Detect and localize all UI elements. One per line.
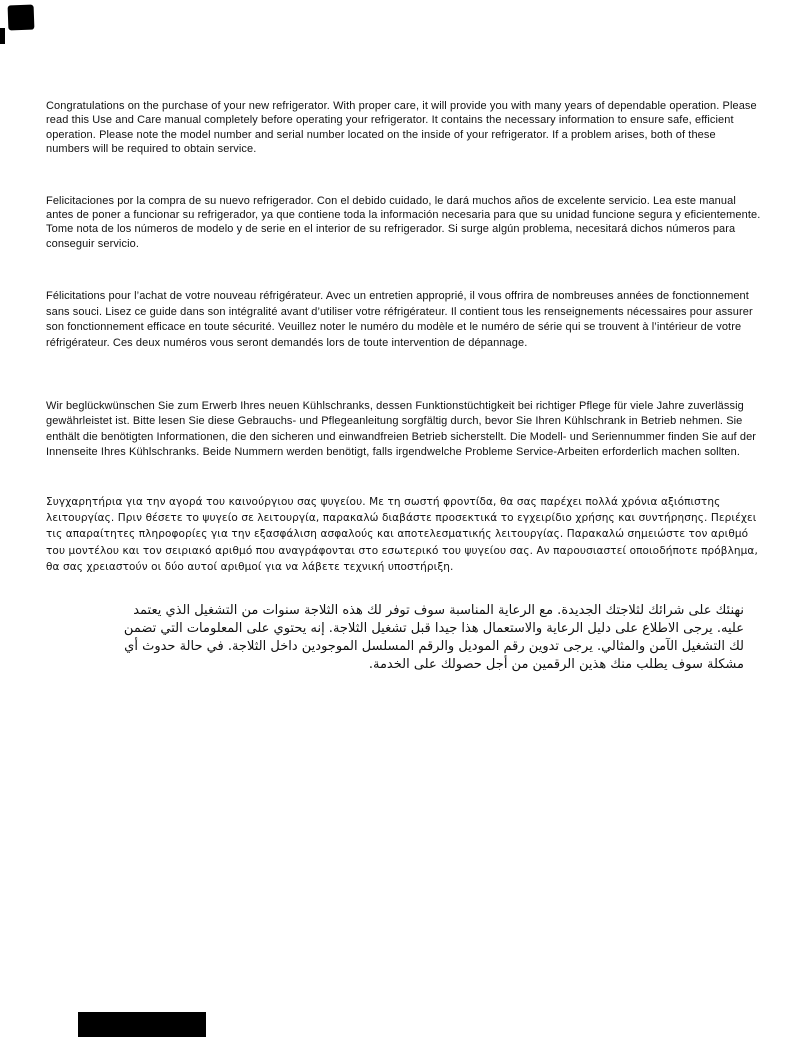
scan-artifact-bottom-bar — [78, 1012, 206, 1037]
intro-paragraph-german: Wir beglückwünschen Sie zum Erwerb Ihres neuen Kühlschranks, dessen Funktionstüchtigkeit bei richtiger Pflege für viele Jahre zuverlässig gewährleistet ist. Bitte lesen Sie diese Gebrauchs- und Pflegeanleitung sorgfältig durch, bevor Sie Ihren Kühlschrank in Betrieb nehmen. Sie enthält die benötigten Informationen, die den sicheren und einwandfreien Betrieb sicherstellt. Die Modell- und Seriennummer finden Sie auf der Innenseite Ihres Kühlschranks. Beide Nummern werden benötigt, falls irgendwelche Probleme Service-Arbeiten erforderlich machen sollten. — [46, 400, 757, 458]
intro-paragraph-french: Félicitations pour l’achat de votre nouveau réfrigérateur. Avec un entretien approprié, il vous offrira de nombreuses années de fonctionnement sans souci. Lisez ce guide dans son intégralité avant d’utiliser votre réfrigérateur. Il contient tous les renseignements nécessaires pour assurer son fonctionnement efficace en toute sécurité. Veuillez noter le numéro du modèle et le numéro de série qui se trouvent à l’intérieur de votre réfrigérateur. Ces deux numéros vous seront demandés lors de toute intervention de dépannage. — [46, 290, 753, 349]
intro-paragraph-english: Congratulations on the purchase of your new refrigerator. With proper care, it will provide you with many years of dependable operation. Please read this Use and Care manual completely before operating your refrigerator. It contains the necessary information to ensure safe, efficient operation. Please note the model number and serial number located on the inside of your refrigerator. If a problem arises, both of these numbers will be required to obtain service. — [46, 100, 757, 155]
intro-paragraph-spanish: Felicitaciones por la compra de su nuevo refrigerador. Con el debido cuidado, le dará muchos años de excelente servicio. Lea este manual antes de poner a funcionar su refrigerador, ya que contiene toda la información necesaria para que su unidad funcione segura y eficientemente. Tome nota de los números de modelo y de serie en el interior de su refrigerador. Si surge algún problema, necesitará dichos números para conseguir servicio. — [46, 195, 761, 250]
intro-paragraph-greek: Συγχαρητήρια για την αγορά του καινούργιου σας ψυγείου. Με τη σωστή φροντίδα, θα σας παρέχει πολλά χρόνια αξιόπιστης λειτουργίας. Πριν θέσετε το ψυγείο σε λειτουργία, παρακαλώ διαβάστε προσεκτικά το εγχειρίδιο χρήσης και συντήρησης. Περιέχει τις απαραίτητες πληροφορίες για την εξασφάλιση ασφαλούς και αποτελεσματικής λειτουργίας. Παρακαλώ σημειώστε τον αριθμό του μοντέλου και τον σειριακό αριθμό που αναγράφονται στο εσωτερικό του ψυγείου σας. Αν παρουσιαστεί οποιοδήποτε πρόβλημα, θα σας χρειαστούν οι δύο αυτοί αριθμοί για να λάβετε τεχνική υποστήριξη. — [46, 496, 758, 573]
scan-artifact-top-left — [8, 5, 35, 31]
intro-paragraph-arabic: نهنئك على شرائك لثلاجتك الجديدة. مع الرعاية المناسبة سوف توفر لك هذه الثلاجة سنوات من التشغيل الذي يعتمد عليه. يرجى الاطلاع على دليل الرعاية والاستعمال هذا جيدا قبل تشغيل الثلاجة. إنه يحتوي على المعلومات التي تضمن لك التشغيل الآمن والمثالي. يرجى تدوين رقم الموديل والرقم المسلسل الموجودين داخل الثلاجة. في حالة حدوث أي مشكلة سوف يطلب منك هذين الرقمين من أجل حصولك على الخدمة. — [123, 603, 744, 672]
scan-artifact-left-edge — [0, 28, 5, 44]
